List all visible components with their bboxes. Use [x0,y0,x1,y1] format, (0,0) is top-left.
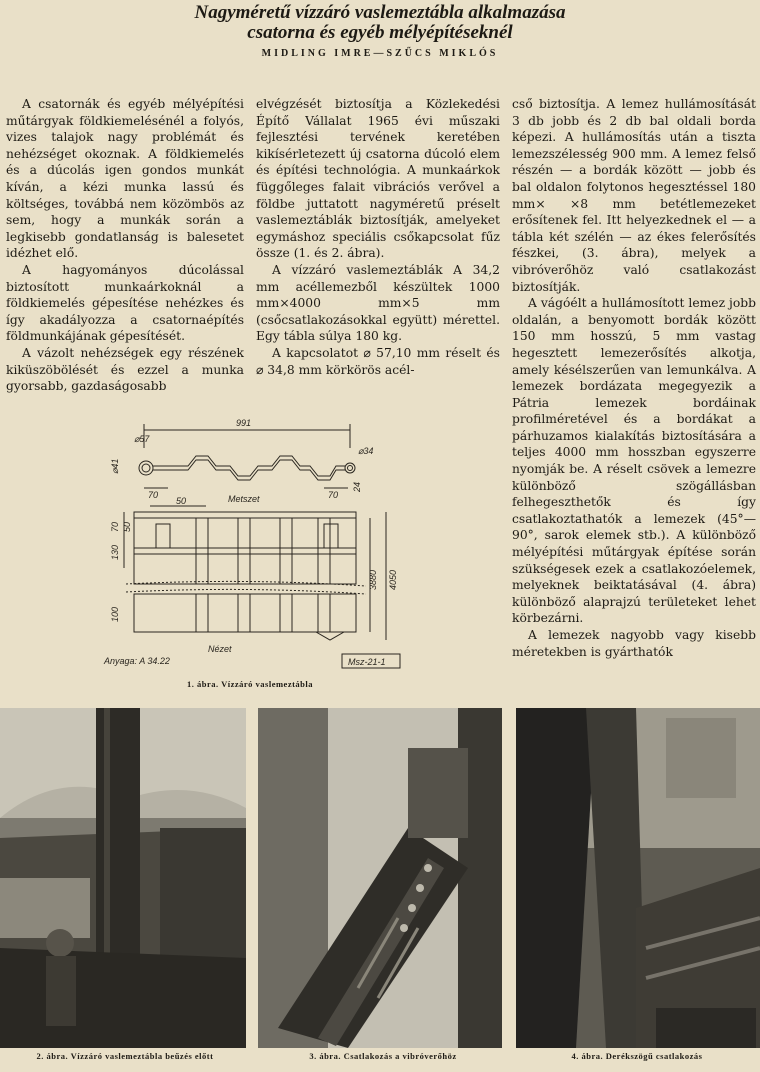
label-nezet: Nézet [208,644,232,654]
dim-50: 50 [176,496,187,506]
figure-1-caption: 1. ábra. Vízzáró vaslemeztábla [186,679,314,689]
section-profile [139,456,355,480]
dim-57: ⌀57 [134,434,150,444]
label-metszet: Metszet [228,494,260,504]
paragraph: A kapcsolatot ⌀ 57,10 mm réselt és ⌀ 34,8 mm körkörös acél- [256,345,500,377]
article-title-line-2: csatorna és egyéb mélyépítéseknél [247,22,513,43]
dim-24: 24 [352,481,362,492]
article-authors: MIDLING IMRE—SZŰCS MIKLÓS [261,48,499,59]
article-title-line-1: Nagyméretű vízzáró vaslemeztábla alkalmazása [194,2,566,23]
dim-50-vertical: 50 [122,521,132,532]
paragraph: A vázolt nehézségek egy részének kiküszöbölését és ezzel a munka gyorsabb, gazdaságosabb [6,345,244,394]
paragraph: A vágóélt a hullámosított lemez jobb oldalán, a benyomott bordák között 150 mm hosszú, 5 mm vastag hegesztett lemezerősítés alkotja, amely késélszerűen van lemunkálva. A lemezek bordázata megegyezik a Pátria lemezek bordáinak profilméretével és a bordákat a párhuzamos kialakítás biztosítására a teljes 4000 mm hosszban egyszerre nyomják be. A réselt csövek a lemezre különböző szögállásban felhegeszthetők és így csatlakoztathatók a lemezek (45°—90°, sarok elemek stb.). A különböző mélyépítési műtárgyak építése során szükségesek ezek a csatlakozóelemek, melyeknek beiktatásával (4. ábra) különböző alaprajzú területeket lehet körbezárni. [512,296,756,626]
text-column-3 [512,96,756,660]
photo-sheet-before-driving [0,708,246,1048]
photo-vibro-driver-connection [258,708,502,1048]
paragraph: elvégzését biztosítja a Közlekedési Építő Vállalat 1965 évi műszaki fejlesztési tervének keretében kikísérletezett új csatorna dúcoló elem és építési technológia. A munkaárkok függőleges falait vibrációs verővel a földbe juttatott nagyméretű préselt vaslemeztáblák biztosítják, amelyeket egymáshoz speciális csőkapcsolat fűz össze (1. és 2. ábra). [256,97,500,261]
elevation-view [126,512,366,640]
paragraph: A vízzáró vaslemeztáblák A 34,2 mm acéllemezből készültek 1000 mm×4000 mm×5 mm (csőcsatlakozásokkal együtt) mérettel. Egy tábla súlya 180 kg. [256,262,500,344]
dim-70-right: 70 [328,490,339,500]
text-column-1 [6,96,244,395]
dim-70-left: 70 [148,490,159,500]
paragraph: cső biztosítja. A lemez hullámosítását 3 db jobb és 2 db bal oldali borda képezi. A hullámosítás után a tiszta lemezszélesség 900 mm. A lemez felső részén — a bordák között — jobb és bal oldalon folytonos hegesztéssel 180 mm× ×8 mm betétlemezeket erősítenek fel. Itt helyezkednek el — a tábla két szélén — az ékes felerősítés fészkei, (3. ábra), melyek a vibróverőhöz való csatlakozást biztosítják. [512,97,756,294]
paragraph: A lemezek nagyobb vagy kisebb méretekben is gyárthatók [512,628,756,659]
dim-70-vertical: 70 [110,521,120,532]
dim-3880: 3880 [368,569,378,590]
dim-4050: 4050 [388,569,398,590]
dim-41: ⌀41 [110,458,120,474]
text-column-2 [256,96,500,378]
figure-2-caption: 2. ábra. Vízzáró vaslemeztábla beűzés előtt [36,1051,214,1061]
label-material: Anyaga: A 34.22 [104,656,170,666]
steel-sheet-technical-drawing [96,408,406,676]
figure-4-caption: 4. ábra. Derékszögű csatlakozás [571,1051,703,1061]
paragraph: A hagyományos dúcolással biztosított munkaárkoknál a földkiemelés gépesítése nehézkes és így akadályozza a csatornaépítés földmunkájának gépesítését. [6,262,244,344]
drawing-stamp: Msz-21-1 [348,657,386,667]
dim-130: 130 [110,544,120,560]
dim-991: 991 [236,418,252,428]
figure-3-caption: 3. ábra. Csatlakozás a vibróverőhöz [309,1051,457,1061]
dim-34: ⌀34 [358,446,374,456]
dim-100: 100 [110,606,120,622]
paragraph: A csatornák és egyéb mélyépítési műtárgyak földkiemelésénél a folyós, vizes talajok nagy problémát és nehézséget okoznak. A földkiemelés és a dúcolás igen gondos munkát kíván, a kézi munka lassú és költséges, továbbá nem közömbös az sem, hogy a munkák során a legkisebb gondatlanság is balesetet idézhet elő. [6,97,244,261]
photo-right-angle-connection [516,708,760,1048]
